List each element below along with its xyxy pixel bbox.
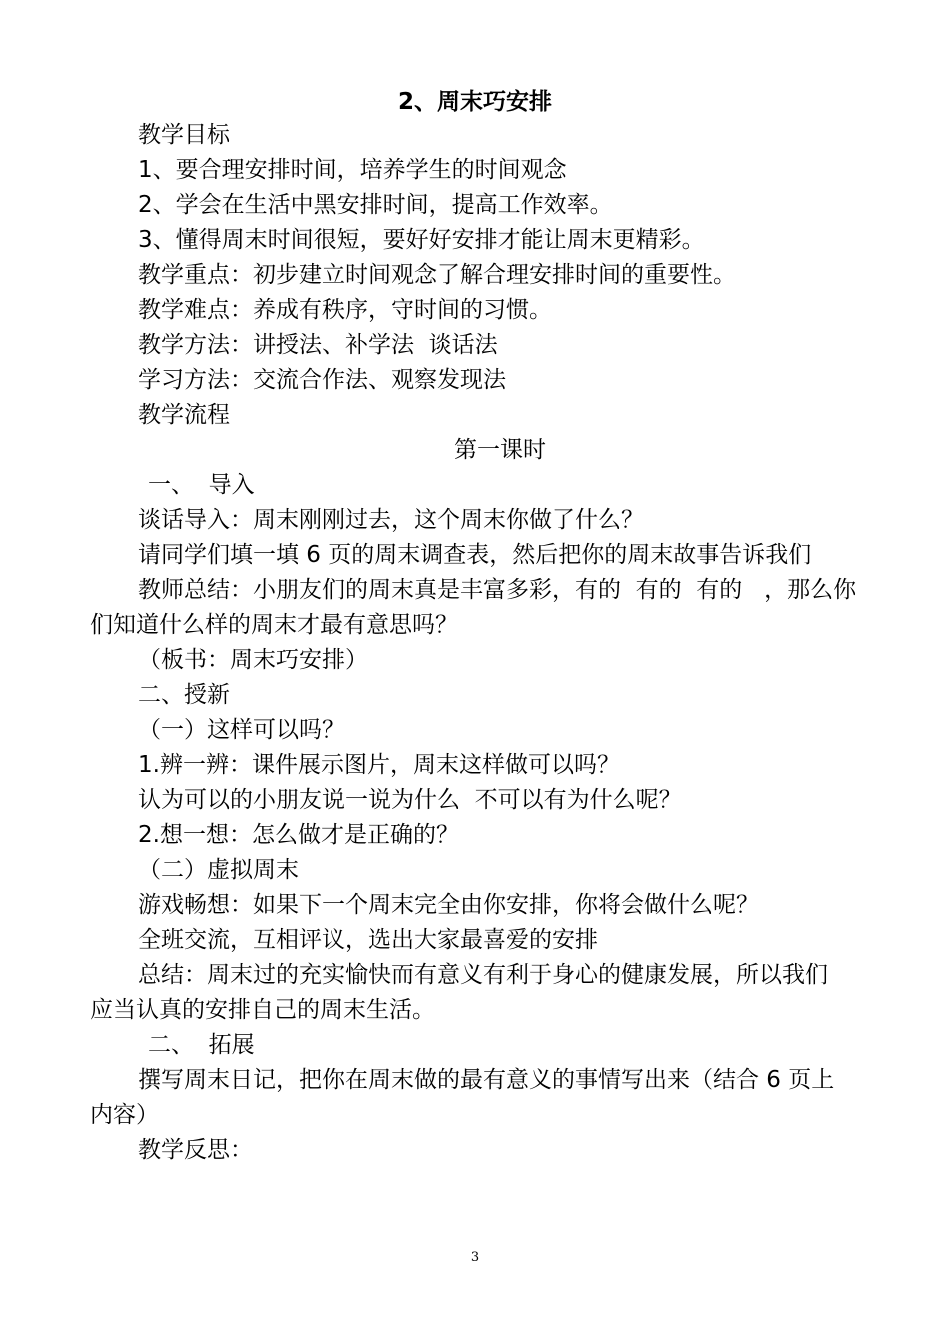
text-line: （二）虚拟周末 — [138, 857, 299, 883]
text-line: 教学重点：初步建立时间观念了解合理安排时间的重要性。 — [138, 262, 736, 288]
text-line: 1、要合理安排时间，培养学生的时间观念 — [138, 157, 567, 183]
text-line: 总结：周末过的充实愉快而有意义有利于身心的健康发展，所以我们 — [138, 962, 828, 988]
text-line: 们知道什么样的周末才最有意思吗？ — [90, 612, 458, 638]
text-line: 教学目标 — [138, 122, 230, 148]
text-line: 内容） — [90, 1102, 159, 1128]
text-line: 教师总结：小朋友们的周末真是丰富多彩，有的 有的 有的 ，那么你 — [138, 577, 857, 603]
text-line: 游戏畅想：如果下一个周末完全由你安排，你将会做什么呢？ — [138, 892, 759, 918]
text-line: 应当认真的安排自己的周末生活。 — [90, 997, 435, 1023]
text-line: 3、懂得周末时间很短，要好好安排才能让周末更精彩。 — [138, 227, 705, 253]
text-line: 教学流程 — [138, 402, 230, 428]
text-line: 撰写周末日记，把你在周末做的最有意义的事情写出来（结合 6 页上 — [138, 1067, 835, 1093]
text-line: 教学方法：讲授法、补学法 谈话法 — [138, 332, 498, 358]
page-number: 3 — [470, 1250, 480, 1265]
text-line: 二、 拓展 — [148, 1032, 255, 1058]
text-line: 请同学们填一填 6 页的周末调查表，然后把你的周末故事告诉我们 — [138, 542, 812, 568]
text-line: 谈话导入：周末刚刚过去，这个周末你做了什么？ — [138, 507, 644, 533]
section-heading: 第一课时 — [454, 437, 546, 463]
text-line: （板书：周末巧安排） — [138, 647, 368, 673]
text-line: 全班交流，互相评议，选出大家最喜爱的安排 — [138, 927, 598, 953]
text-line: 学习方法：交流合作法、观察发现法 — [138, 367, 506, 393]
text-line: 认为可以的小朋友说一说为什么 不可以有为什么呢？ — [138, 787, 682, 813]
text-line: 2.想一想：怎么做才是正确的？ — [138, 822, 459, 848]
document-title: 2、周末巧安排 — [397, 89, 552, 115]
text-line: 一、 导入 — [148, 472, 255, 498]
text-line: 2、学会在生活中黑安排时间，提高工作效率。 — [138, 192, 613, 218]
text-line: （一）这样可以吗？ — [138, 717, 345, 743]
text-line: 1.辨一辨：课件展示图片，周末这样做可以吗？ — [138, 752, 620, 778]
text-line: 教学反思： — [138, 1137, 253, 1163]
text-line: 二、授新 — [138, 682, 230, 708]
text-line: 教学难点：养成有秩序，守时间的习惯。 — [138, 297, 552, 323]
